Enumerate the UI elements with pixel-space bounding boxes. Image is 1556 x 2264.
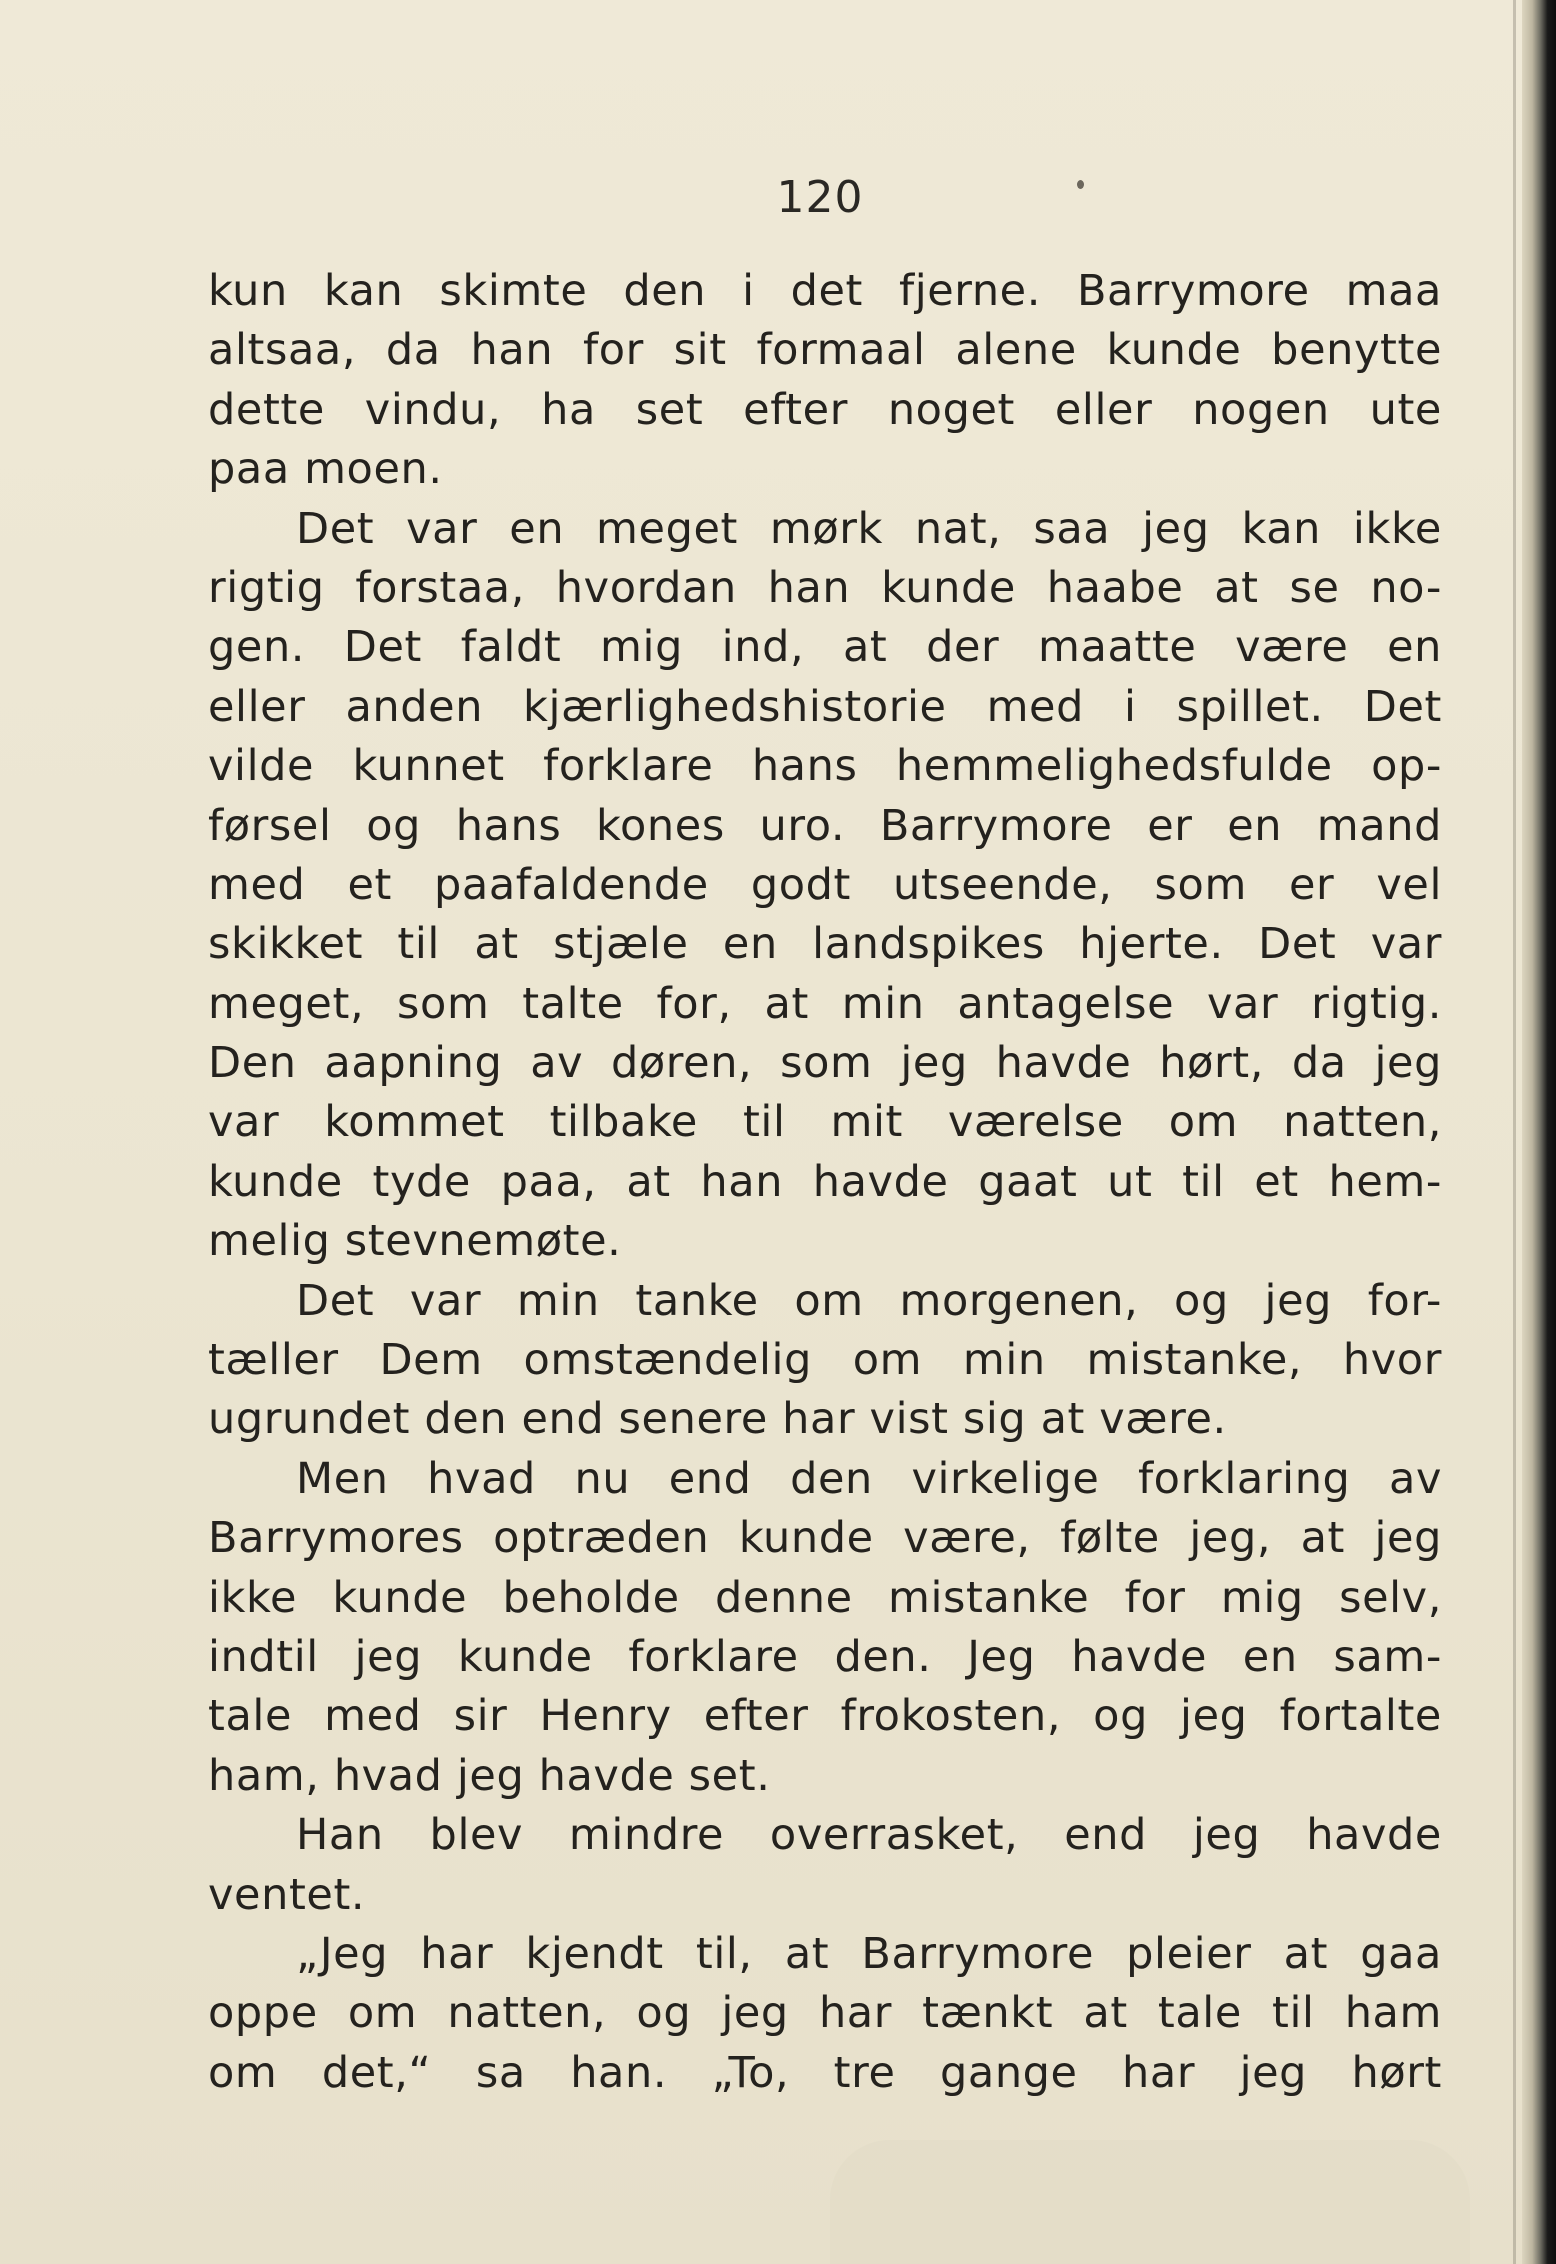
text-line: kun kan skimte den i det fjerne. Barrymore maa: [208, 266, 1442, 316]
text-line: oppe om natten, og jeg har tænkt at tale til ham: [208, 1988, 1442, 2039]
text-line: indtil jeg kunde forklare den. Jeg havde en sam-: [208, 1631, 1442, 1682]
page-number: 120: [776, 172, 864, 223]
text-line: tæller Dem omstændelig om min mistanke, hvor: [208, 1335, 1442, 1386]
text-line: om det,“ sa han. „To, tre gange har jeg hørt: [208, 2047, 1442, 2098]
text-line: med et paafaldende godt utseende, som er vel: [208, 859, 1442, 910]
text-line: eller anden kjærlighedshistorie med i spillet. Det: [208, 681, 1442, 732]
text-line: meget, som talte for, at min antagelse var rigtig.: [208, 978, 1442, 1029]
text-line: Men hvad nu end den virkelige forklaring av: [296, 1453, 1442, 1504]
paper-stain: [830, 2140, 1470, 2264]
text-line: paa moen.: [208, 444, 443, 495]
text-line: Den aapning av døren, som jeg havde hørt, da jeg: [208, 1038, 1442, 1089]
ink-speck: [1077, 180, 1084, 189]
text-line: kunde tyde paa, at han havde gaat ut til et hem-: [208, 1156, 1442, 1207]
text-line: melig stevnemøte.: [208, 1216, 622, 1267]
text-line: Det var min tanke om morgenen, og jeg for-: [296, 1275, 1442, 1326]
text-line: ham, hvad jeg havde set.: [208, 1750, 771, 1801]
text-line: skikket til at stjæle en landspikes hjerte. Det var: [208, 919, 1442, 970]
text-line: Barrymores optræden kunde være, følte jeg, at jeg: [208, 1513, 1442, 1564]
text-line: altsaa, da han for sit formaal alene kunde benytte: [208, 325, 1442, 376]
text-line: ugrundet den end senere har vist sig at være.: [208, 1394, 1227, 1445]
text-line: rigtig forstaa, hvordan han kunde haabe at se no-: [208, 562, 1442, 613]
page-shadow-line: [1513, 0, 1516, 2264]
body-text: [208, 262, 1442, 2103]
text-line: vilde kunnet forklare hans hemmelighedsfulde op-: [208, 741, 1442, 792]
text-line: Det var en meget mørk nat, saa jeg kan ikke: [296, 503, 1442, 554]
text-line: dette vindu, ha set efter noget eller nogen ute: [208, 384, 1442, 435]
text-line: førsel og hans kones uro. Barrymore er en mand: [208, 800, 1442, 851]
text-line: ventet.: [208, 1869, 366, 1920]
text-line: Han blev mindre overrasket, end jeg havde: [296, 1810, 1442, 1861]
text-line: „Jeg har kjendt til, at Barrymore pleier at gaa: [296, 1928, 1442, 1979]
text-line: tale med sir Henry efter frokosten, og jeg fortalte: [208, 1691, 1442, 1742]
text-line: gen. Det faldt mig ind, at der maatte være en: [208, 622, 1442, 673]
book-binding-edge: [1522, 0, 1556, 2264]
text-line: ikke kunde beholde denne mistanke for mig selv,: [208, 1572, 1442, 1623]
text-line: var kommet tilbake til mit værelse om natten,: [208, 1097, 1442, 1148]
